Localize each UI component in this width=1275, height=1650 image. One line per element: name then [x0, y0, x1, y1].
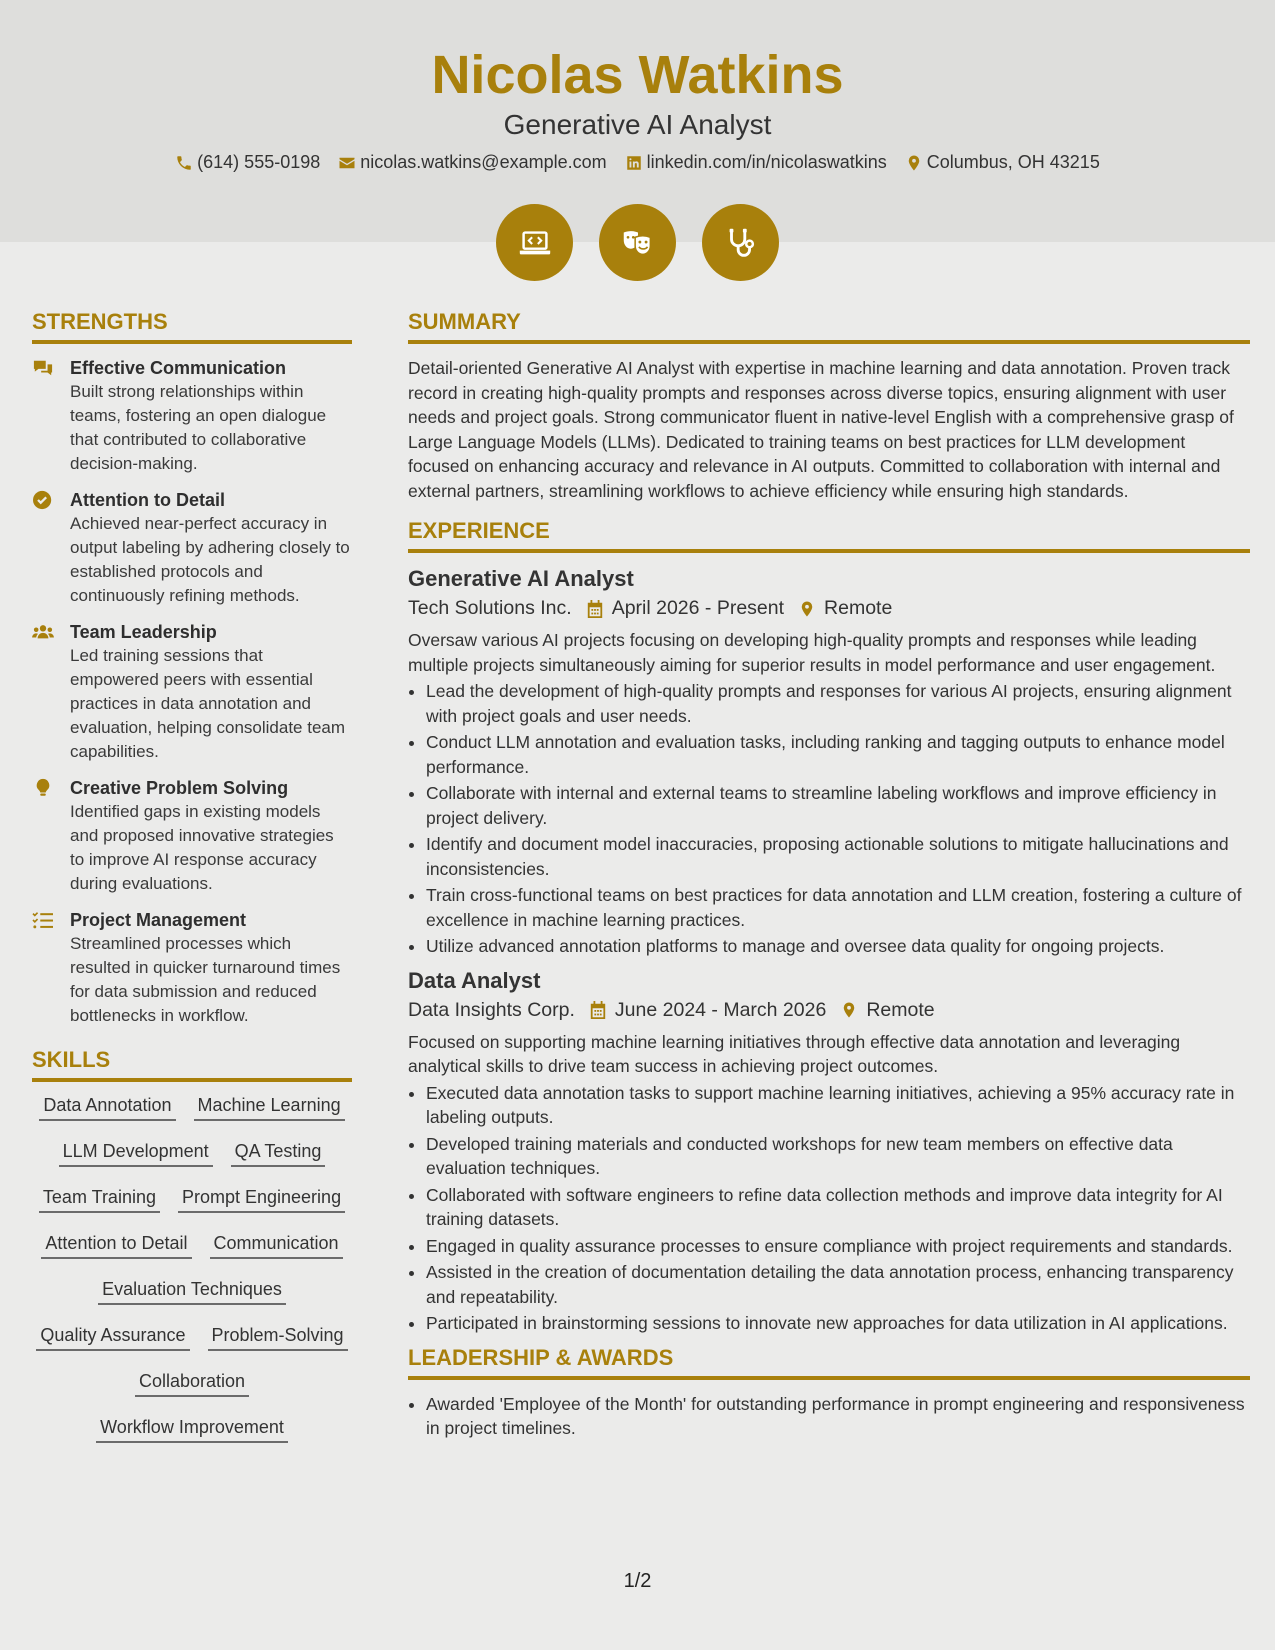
theater-masks-badge — [599, 204, 676, 281]
location-text: Columbus, OH 43215 — [926, 152, 1100, 172]
phone-icon — [175, 154, 193, 172]
list-item: • Awarded 'Employee of the Month' for outstanding performance in prompt engineering and responsiveness in project timelines. — [426, 1392, 1250, 1441]
job-meta — [408, 597, 1250, 620]
list-item: • Lead the development of high-quality prompts and responses for various AI projects, ensuring alignment with project goals and user needs. — [426, 679, 1250, 728]
strength-desc: Led training sessions that empowered peers with essential practices in data annotation and evaluation, helping consolidate team capabilities. — [70, 646, 346, 761]
job-bullets — [408, 1081, 1250, 1336]
skill-tag: Quality Assurance — [36, 1324, 189, 1351]
summary-heading: SUMMARY — [408, 308, 1250, 344]
job-entry — [408, 565, 1250, 959]
skills-list — [32, 1094, 352, 1462]
list-item: • Assisted in the creation of documentation detailing the data annotation process, enhancing transparency and repeatability. — [426, 1260, 1250, 1309]
job-company: Tech Solutions Inc. — [408, 597, 572, 619]
list-item: • Utilize advanced annotation platforms to manage and oversee data quality for ongoing projects. — [426, 934, 1250, 959]
phone-text: (614) 555-0198 — [197, 152, 321, 172]
contact-phone[interactable] — [175, 152, 320, 173]
skill-tag: Collaboration — [135, 1370, 249, 1397]
skill-tag: QA Testing — [231, 1140, 326, 1167]
skill-tag: Prompt Engineering — [178, 1186, 345, 1213]
contact-location — [905, 152, 1100, 173]
left-column — [32, 308, 352, 1462]
calendar-icon — [589, 1000, 607, 1020]
strength-item — [32, 776, 352, 896]
skill-tag: LLM Development — [59, 1140, 213, 1167]
strength-desc: Built strong relationships within teams, fostering an open dialogue that contributed to collaborative decision-making. — [70, 382, 327, 473]
strength-item — [32, 356, 352, 476]
strength-title: Attention to Detail — [70, 490, 225, 510]
job-description: Focused on supporting machine learning initiatives through effective data annotation and leveraging analytical skills to drive team success in achieving project outcomes. — [408, 1031, 1181, 1076]
map-marker-icon — [905, 154, 923, 172]
summary-text: Detail-oriented Generative AI Analyst with expertise in machine learning and data annotation. Proven track record in creating high-quality prompts and responses across diverse topics, ensuring alignment with user needs and project goals. Strong communicator fluent in native-level English with a comprehensive grasp of Large Language Models (LLMs). Dedicated to training teams on best practices for LLM development focused on enhancing accuracy and relevance in AI outputs. Committed to collaboration with internal and external partners, streamlining workflows to achieve efficiency while ensuring high standards. — [408, 358, 1234, 501]
stethoscope-badge — [702, 204, 779, 281]
calendar-icon — [586, 599, 604, 619]
stethoscope-icon — [722, 224, 760, 262]
tasks-icon — [32, 910, 54, 930]
laptop-code-icon — [516, 224, 554, 262]
skill-tag: Team Training — [39, 1186, 160, 1213]
job-entry — [408, 967, 1250, 1336]
job-dates: June 2024 - March 2026 — [614, 998, 827, 1021]
list-item: • Executed data annotation tasks to support machine learning initiatives, achieving a 95% accuracy rate in labeling outputs. — [426, 1081, 1250, 1130]
candidate-name: Nicolas Watkins — [431, 45, 844, 105]
list-item: • Train cross-functional teams on best practices for data annotation and LLM creation, fostering a culture of excellence in machine learning practices. — [426, 883, 1250, 932]
theater-masks-icon — [619, 224, 657, 262]
job-location: Remote — [866, 998, 935, 1021]
linkedin-text: linkedin.com/in/nicolaswatkins — [646, 152, 887, 172]
strength-item — [32, 908, 352, 1028]
interest-badges — [0, 204, 1275, 281]
strength-item — [32, 488, 352, 608]
strength-title: Effective Communication — [70, 358, 287, 378]
laptop-code-badge — [496, 204, 573, 281]
strength-title: Creative Problem Solving — [70, 778, 289, 798]
contact-email[interactable] — [338, 152, 606, 173]
email-text: nicolas.watkins@example.com — [360, 152, 607, 172]
job-dates: April 2026 - Present — [611, 597, 785, 619]
list-item: • Collaborated with software engineers to refine data collection methods and improve data integrity for AI training datasets. — [426, 1183, 1250, 1232]
job-title: Generative AI Analyst — [408, 566, 634, 591]
linkedin-icon — [625, 154, 643, 172]
skill-tag: Data Annotation — [39, 1094, 175, 1121]
candidate-title: Generative AI Analyst — [503, 109, 772, 140]
job-bullets — [408, 679, 1250, 959]
list-item: • Engaged in quality assurance processes to ensure compliance with project requirements and standards. — [426, 1234, 1250, 1259]
strength-title: Team Leadership — [70, 622, 217, 642]
check-circle-icon — [32, 490, 54, 510]
job-location: Remote — [824, 597, 893, 619]
right-column — [408, 308, 1250, 1449]
job-description: Oversaw various AI projects focusing on developing high-quality prompts and responses while leading multiple projects simultaneously aiming for superior results in model performance and user engagement. — [408, 630, 1216, 675]
list-item: • Conduct LLM annotation and evaluation tasks, including ranking and tagging outputs to enhance model performance. — [426, 730, 1250, 779]
strength-title: Project Management — [70, 910, 247, 930]
users-icon — [32, 622, 54, 642]
list-item: • Collaborate with internal and external teams to streamline labeling workflows and improve efficiency in project delivery. — [426, 781, 1250, 830]
strength-desc: Identified gaps in existing models and proposed innovative strategies to improve AI response accuracy during evaluations. — [70, 802, 334, 893]
skill-tag: Evaluation Techniques — [98, 1278, 286, 1305]
list-item: • Identify and document model inaccuracies, proposing actionable solutions to mitigate hallucinations and inconsistencies. — [426, 832, 1250, 881]
skills-heading: SKILLS — [32, 1046, 352, 1082]
map-marker-icon — [840, 1000, 858, 1020]
job-meta — [408, 999, 1250, 1022]
skill-tag: Problem-Solving — [208, 1324, 348, 1351]
strength-item — [32, 620, 352, 764]
skill-tag: Machine Learning — [194, 1094, 345, 1121]
strengths-heading: STRENGTHS — [32, 308, 352, 344]
contact-linkedin[interactable] — [625, 152, 887, 173]
envelope-icon — [338, 154, 356, 172]
list-item: • Participated in brainstorming sessions to innovate new approaches for data utilization in AI applications. — [426, 1311, 1250, 1336]
job-company: Data Insights Corp. — [408, 998, 575, 1021]
skill-tag: Communication — [210, 1232, 343, 1259]
comments-icon — [32, 358, 54, 378]
awards-list — [408, 1392, 1250, 1441]
skill-tag: Attention to Detail — [41, 1232, 191, 1259]
map-marker-icon — [798, 599, 816, 619]
strength-desc: Achieved near-perfect accuracy in output labeling by adhering closely to established protocols and continuously refining methods. — [70, 514, 350, 605]
experience-heading: EXPERIENCE — [408, 517, 1250, 553]
page-number: 1/2 — [623, 1570, 652, 1592]
skill-tag: Workflow Improvement — [96, 1416, 288, 1443]
list-item: • Developed training materials and conducted workshops for new team members on effective data evaluation techniques. — [426, 1132, 1250, 1181]
contact-bar — [0, 152, 1275, 173]
lightbulb-icon — [32, 778, 54, 798]
awards-heading: LEADERSHIP & AWARDS — [408, 1344, 1250, 1380]
strength-desc: Streamlined processes which resulted in quicker turnaround times for data submission and reduced bottlenecks in workflow. — [70, 934, 341, 1025]
job-title: Data Analyst — [408, 967, 541, 993]
